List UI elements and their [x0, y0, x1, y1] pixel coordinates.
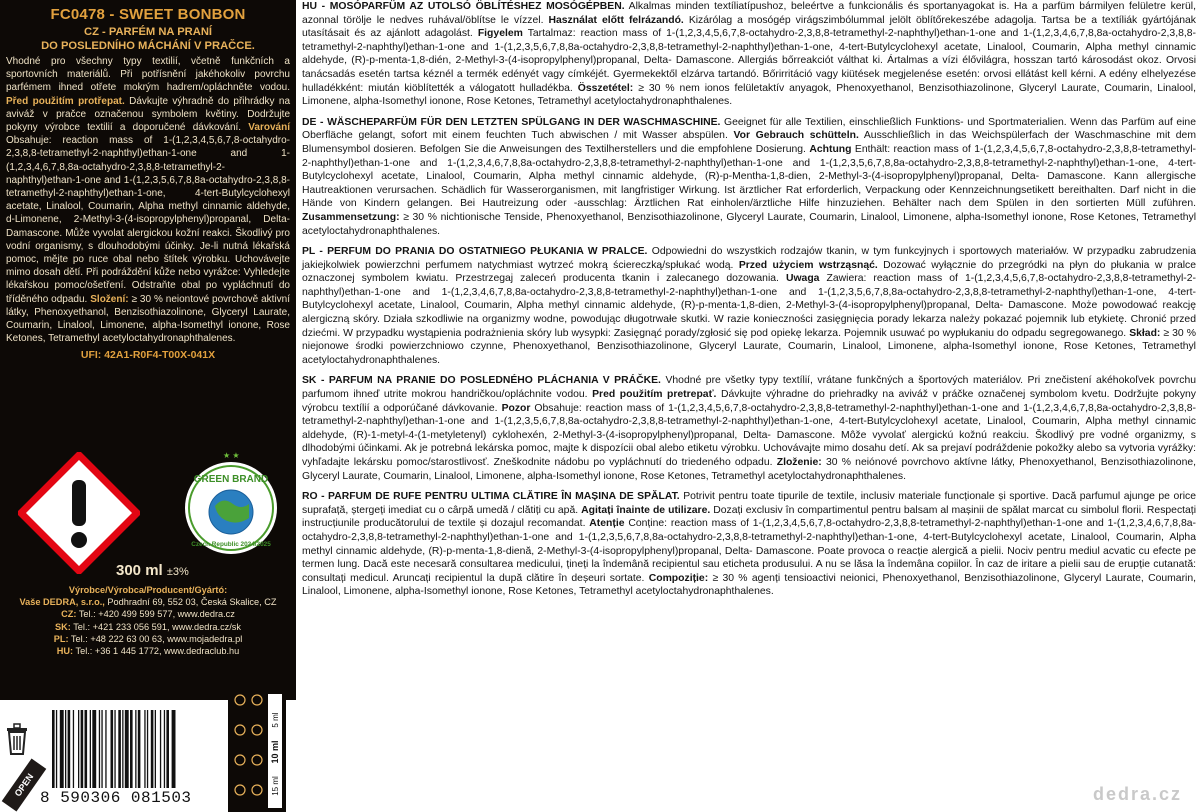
- pl-section: [302, 245, 1196, 367]
- open-label: OPEN: [2, 759, 47, 812]
- hu-heading: HU - MOSÓPARFÜM AZ UTOLSÓ ÖBLÍTÉSHEZ MOSÓGÉPBEN.: [302, 1, 625, 12]
- ghs-exclamation-icon: [18, 452, 140, 574]
- sk-shake-warning: Pred použitím pretrepať.: [592, 389, 717, 401]
- barcode-bar: [85, 710, 88, 788]
- barcode-bar: [111, 710, 114, 788]
- barcode-bar: [73, 710, 74, 788]
- watermark: dedra.cz: [1092, 784, 1182, 804]
- barcode-icon: [48, 708, 224, 790]
- volume: [116, 562, 189, 579]
- sk-composition-label: Zloženie:: [776, 457, 822, 468]
- de-composition-label: Zusammensetzung:: [302, 211, 400, 223]
- cz-instructions: [6, 55, 290, 345]
- ro-heading: RO - PARFUM DE RUFE PENTRU ULTIMA CLĂTIRE ÎN MAȘINA DE SPĂLAT.: [302, 491, 680, 503]
- pl-warning-label: Uwaga: [785, 273, 820, 285]
- green-brand-badge-icon: [175, 448, 287, 560]
- pl-composition-label: Skład:: [1129, 327, 1161, 339]
- barcode-bar: [144, 710, 145, 788]
- barcode-bar: [125, 710, 129, 788]
- barcode-bar: [52, 710, 55, 788]
- barcode-bar: [81, 710, 84, 788]
- sk-heading: SK - PARFUM NA PRANIE DO POSLEDNÉHO PLÁCHANIA V PRÁČKE.: [302, 375, 661, 387]
- cz-text-1: Vhodné pro všechny typy textilií, včetně funkčních a sportovních materiálů. Při potřísnění jakéhokoliv povrchu parfémem ihned otřete mokrým hadrem/opláchněte vodou.: [6, 56, 290, 94]
- pl-text-1: Odpowiedni do wszystkich rodzajów tkanin, w tym funkcyjnych i sportowych materiałów. W przypadku zabrudzenia jakiejkolwiek powierzchni perfumem natychmiast wytrzeć mokrą ściereczką/spłukać wodą.: [302, 246, 1197, 271]
- de-section: [302, 116, 1196, 238]
- measure-5ml: 5 ml: [271, 712, 280, 728]
- de-warning-label: Achtung: [809, 143, 852, 155]
- cz-composition-label: Složení:: [90, 293, 129, 305]
- barcode-bar: [92, 710, 96, 788]
- ro-text-1: Potrivit pentru toate tipurile de textile, inclusiv materiale funcționale și sportive. Dacă parfumul ajunge pe orice suprafață, ștergeți imediat cu o cârpă umedă / clătiți cu apă.: [302, 491, 1196, 516]
- dosing-scale-icon: [228, 690, 286, 812]
- cz-text-2: Dávkujte výhradně do přihrádky na aviváž v pračce označenou symbolem květiny. Dodržujte pokyny výrobce textilií a doporučené dávkování.: [6, 95, 291, 134]
- barcode-bar: [90, 710, 91, 788]
- cz-warning-label: Varování: [248, 122, 290, 134]
- barcode-bar: [138, 710, 141, 788]
- sk-text-4: 30 % neiónové povrchovo aktívne látky, Phenoxyethanol, Benzisothiazolinone, Glyceryl Laurate, Coumarin, Linalool, Limonene, alpha-Isomethyl ionone, Rose Ketones, Tetramethyl acetyloctahydronaphthalenes.: [302, 457, 1197, 482]
- barcode-bar: [99, 710, 100, 788]
- hu-shake-warning: Használat előtt felrázandó.: [548, 14, 684, 26]
- barcode-number: 8 590306 081503: [40, 789, 192, 807]
- de-heading: DE - WÄSCHEPARFÜM FÜR DEN LETZTEN SPÜLGANG IN DER WASCHMASCHINE.: [302, 116, 721, 128]
- barcode-bar: [147, 710, 148, 788]
- volume-tolerance: ±3%: [166, 566, 189, 578]
- barcode-bar: [122, 710, 123, 788]
- sk-section: [302, 374, 1196, 483]
- ro-text-3: Conține: reaction mass of 1-(1,2,3,4,5,6,7,8-octahydro-2,3,8,8-tetramethyl-2-naphthyl)ethan-1-one and 1-(1,2,3,4,6,7,8,8a-octahydro-2,3,8,8-tetramethyl-2-naphthyl)ethan-1-one and 1-(1,2,3,5,6,7,8,8a-octahydro-2,3,8,8-tetramethyl-2-naphthyl)ethan-1-one, 4-tert-Butylcyclohexyl acetate, Linalool, Coumarin, Alpha methyl cinnamic aldehyde, (R)-p-menta-1,8-dienă, 2-Methyl-3-(4-isopropylphenyl)propanal, Delta- Damascone. Poate provoca o reacție alergică a pielii. Nociv pentru mediul acvatic cu efecte pe termen lung. Dacă este necesară consultarea medicului, țineți la îndemână recipientul sau eticheta produsului. A nu se lăsa la îndemâna copiilor. În caz de iritare a pielii sau de erupție cutanată: consultați medicul. Aruncați recipientul la după clătire în deșeuri sortate.: [302, 518, 1196, 584]
- barcode-bar: [151, 710, 154, 788]
- right-panel: [302, 0, 1196, 812]
- ro-composition-label: Compoziție:: [648, 572, 709, 584]
- producer-pl-contact: Tel.: +48 222 63 00 63, www.mojadedra.pl: [70, 633, 243, 644]
- cz-heading-line-2: DO POSLEDNÍHO MÁCHÁNÍ V PRAČCE.: [41, 39, 255, 52]
- producer-cz-label: CZ:: [61, 609, 77, 620]
- hu-warning-label: Figyelem: [477, 28, 523, 40]
- barcode-bar: [65, 710, 66, 788]
- svg-text:★ ★: ★ ★: [223, 451, 240, 460]
- de-text-4: ≥ 30 % nichtionische Tenside, Phenoxyethanol, Benzisothiazolinone, Glyceryl Laurate, Coumarin, Linalool, Limonene, alpha-Isomethyl ionone, Rose Ketones, Tetramethyl acetyloctahydronaphthalenes.: [302, 211, 1196, 237]
- ufi-code: UFI: 42A1-R0F4-T00X-041X: [80, 349, 216, 362]
- sk-warning-label: Pozor: [501, 402, 531, 414]
- pl-text-4: ≥ 30 % niejonowe środki powierzchniowo czynne, Phenoxyethanol, Benzisothiazolinone, Glyceryl Laurate, Coumarin, Linalool, Limonene, alpha-Isomethyl ionone, Rose Ketones, Tetramethyl acetyloctahydronaphthalenes.: [302, 327, 1196, 366]
- badge-title: GREEN BRAND: [193, 474, 269, 485]
- hu-text-3: Tartalmaz: reaction mass of 1-(1,2,3,4,5,6,7,8-octahydro-2,3,8,8-tetramethyl-2-naphthyl)ethan-1-one and 1-(1,2,3,4,6,7,8,8a-octahydro-2,3,8,8-tetramethyl-2-naphthyl)ethan-1-one and 1-(1,2,3,5,6,7,8,8a-octahydro-2,3,8,8-tetramethyl-2-naphthyl)ethan-1-one, 4-tert-Butylcyclohexyl acetate, Linalool, Coumarin, Alpha methyl cinnamic aldehyde, (R)-p-menta-1,8-dién, 2-Methyl-3-(4-isopropylphenyl)propanal, Delta- Damascone. Allergiás bőrreakciót válthat ki. Ártalmas a vízi élővilágra, hosszan tartó károsodást okoz. Orvosi tanácsadás esetén tartsa kéznél a termék edényét vagy címkéjét. Gyermekektől elzárva tartandó. Bőrirritáció vagy kiütések megjelenése esetén: orvosi ellátást kell kérni. A edény elhelyezése hulladékként: miután kiöblítették a válogatott hulladékba.: [302, 28, 1196, 94]
- barcode-bar: [105, 710, 106, 788]
- barcode-bar: [135, 710, 136, 788]
- volume-value: 300 ml: [116, 562, 163, 579]
- barcode-bar: [114, 710, 115, 788]
- cz-text-4: ≥ 30 % neiontové povrchově aktivní látky, Phenoxyethanol, Benzisothiazolinone, Glyceryl Laurate, Coumarin, Linalool, Limonene, alpha-Isomethyl ionone, Rose Ketones, Tetramethyl acetyloctahydronaphthalenes.: [6, 293, 291, 345]
- barcode-bar: [130, 710, 133, 788]
- producer-company: Vaše DEDRA, s.r.o.,: [19, 597, 105, 608]
- barcode-bar: [101, 710, 102, 788]
- ro-warning-label: Atenție: [589, 518, 625, 530]
- de-text-1: Geeignet für alle Textilien, einschließlich Funktions- und Sportmaterialien. Wenn das Parfüm auf eine Oberfläche gelangt, sofort mit einem feuchten Tuch abwischen / mit Wasser abspülen.: [302, 116, 1196, 142]
- product-title: FC0478 - SWEET BONBON: [50, 6, 246, 23]
- barcode-bar: [60, 710, 64, 788]
- cz-heading-line-1: CZ - PARFÉM NA PRANÍ: [83, 26, 213, 38]
- producer-info: [4, 584, 292, 657]
- hu-composition-label: Összetétel:: [577, 82, 634, 94]
- producer-heading: Výrobce/Výrobca/Producent/Gyártó:: [68, 585, 228, 595]
- measure-15ml: 15 ml: [271, 776, 280, 796]
- sk-text-1: Vhodné pre všetky typy textílií, vrátane funkčných a športových materiálov. Pri znečistení akéhokoľvek povrchu parfumom ihneď utrite mokrou handričkou/opláchnite vodou.: [302, 375, 1197, 401]
- pl-text-2: Dozować wyłącznie do przegródki na płyn do płukania w pralce oznaczonej symbolem kwiatu. Przestrzegaj zaleceń producenta tkanin i zalecanego dozowania.: [302, 259, 1197, 285]
- measure-10ml: 10 ml: [270, 740, 280, 764]
- barcode-bar: [78, 710, 79, 788]
- badge-subtitle: Czech Republic 2024/2025: [191, 541, 271, 548]
- barcode-bar: [56, 710, 57, 788]
- hu-section: [302, 0, 1196, 109]
- barcode-bar: [155, 710, 156, 788]
- sk-text-2: Dávkujte výhradne do priehradky na aviváž v práčke označenej symbolom kvetu. Dodržujte pokyny výrobcu textílií a odporúčané dávkovanie.: [302, 389, 1196, 414]
- waste-bin-icon: [4, 722, 30, 756]
- de-text-2: Ausschließlich in das Weichspülerfach der Waschmaschine mit dem Blumensymbol dosieren. Befolgen Sie die Anweisungen des Textilherstellers und die empfohlene Dosierung.: [302, 130, 1196, 155]
- barcode-bar: [68, 710, 71, 788]
- ro-shake-warning: Agitați înainte de utilizare.: [581, 504, 711, 516]
- de-shake-warning: Vor Gebrauch schütteln.: [733, 130, 859, 142]
- barcode-bar: [172, 710, 176, 788]
- pl-heading: PL - PERFUM DO PRANIA DO OSTATNIEGO PŁUKANIA W PRALCE.: [302, 246, 648, 258]
- ro-section: [302, 490, 1196, 599]
- cz-text-3: Obsahuje: reaction mass of 1-(1,2,3,4,5,6,7,8-octahydro-2,3,8,8-tetramethyl-2-naphthyl)ethan-1-one and 1-(1,2,3,4,6,7,8,8a-octahydro-2,3,8,8-tetramethyl-2-naphthyl)ethan-1-one and 1-(1,2,3,5,6,7,8,8a-octahydro-2,3,8,8-tetramethyl-2-naphthyl)ethan-1-one, 4-tert-Butylcyclohexyl acetate, Linalool, Coumarin, Alpha methyl cinnamic aldehyde, d-Limonene, 2-Methyl-3-(4-isopropylphenyl)propanal, Delta- Damascone. Může vyvolat alergickou kožní reakci. Škodlivý pro vodní organismy, s dlouhodobými účinky. Je-li nutná lékařská pomoc, mějte po ruce obal nebo štítek výrobku. Uchovávejte mimo dosah dětí. Při podráždění kůže nebo vyrážce: Vyhledejte lékařskou pomoc/ošetření. Odstraňte obal po vypláchnutí do tříděného odpadu.: [6, 135, 290, 305]
- hu-text-1: Alkalmas minden textíliatípushoz, beleértve a funkcionális és sportanyagokat is. Ha a parfüm bármilyen felületre kerül, azonnal törölje le nedves ruhával/öblítse le vízzel.: [302, 1, 1196, 26]
- producer-cz-contact: Tel.: +420 499 599 577, www.dedra.cz: [78, 609, 235, 620]
- pl-text-3: Zawiera: reaction mass of 1-(1,2,3,4,5,6,7,8-octahydro-2,3,8,8-tetramethyl-2-naphthyl)ethan-1-one and 1-(1,2,3,4,6,7,8,8a-octahydro-2,3,8,8-tetramethyl-2-naphthyl)ethan-1-one and 1-(1,2,3,5,6,7,8,8a-octahydro-2,3,8,8-tetramethyl-2-naphthyl)ethan-1-one, 4-tert-Butylcyclohexyl acetate, Linalool, Coumarin, Alpha methyl cinnamic aldehyde, (R)-p-menta-1,8-dien, 2-Methyl-3-(4-isopropylphenyl)propanal, Delta- Damascone. Może powodować reakcję alergiczną skóry. Działa szkodliwie na organizmy wodne, powodując długotrwałe skutki. W razie konieczności zasięgnięcia porady lekarza należy pokazać pojemnik lub etykietę. Chronić przed dziećmi. W przypadku wystąpienia podrażnienia skóry lub wysypki: Zasięgnąć porady/zgłosić się pod opiekę lekarza. Pojemnik usuwać po wypłukaniu do odpadu segregowanego.: [302, 273, 1196, 339]
- producer-hu-contact: Tel.: +36 1 445 1772, www.dedraclub.hu: [75, 646, 240, 657]
- hu-text-2: Kizárólag a mosógép virágszimbólummal jelölt öblítőrekeszébe adagolja. Tartsa be a textíliák gyártójának utasításait és az ajánlott adagolást.: [302, 14, 1196, 40]
- ro-text-4: ≥ 30 % agenți tensioactivi neionici, Phenoxyethanol, Benzisothiazolinone, Glyceryl Laurate, Coumarin, Linalool, Limonene, alpha-Isomethyl ionone, Rose Ketones, Tetramethyl acetyloctahydronaphthalenes.: [302, 572, 1197, 598]
- producer-pl-label: PL:: [53, 633, 69, 644]
- producer-sk-contact: Tel.: +421 233 056 591, www.dedra.cz/sk: [73, 621, 241, 632]
- barcode-bar: [166, 710, 169, 788]
- barcode-bar: [164, 710, 165, 788]
- producer-address: Podhradní 69, 552 03, Česká Skalice, CZ: [107, 597, 277, 608]
- cz-shake-warning: Před použitím protřepat.: [6, 95, 125, 107]
- ro-text-2: Dozați exclusiv în compartimentul pentru balsam al mașinii de spălat marcat cu simbolul florii. Respectați instrucțiunile producătorului de textile și dozajul recomandat.: [302, 504, 1197, 530]
- barcode-bar: [118, 710, 121, 788]
- producer-hu-label: HU:: [56, 646, 74, 657]
- producer-sk-label: SK:: [55, 621, 71, 632]
- pl-shake-warning: Przed użyciem wstrząsnąć.: [738, 259, 878, 271]
- barcode-bar: [160, 710, 161, 788]
- de-text-3: Enthält: reaction mass of 1-(1,2,3,4,5,6,7,8-octahydro-2,3,8,8-tetramethyl-2-naphthyl)ethan-1-one and 1-(1,2,3,4,6,7,8,8a-octahydro-2,3,8,8-tetramethyl-2-naphthyl)ethan-1-one and 1-(1,2,3,5,6,7,8,8a-octahydro-2,3,8,8-tetramethyl-2-naphthyl)ethan-1-one, 4-tert-Butylcyclohexyl acetate, Linalool, Coumarin, Alpha methyl cinnamic aldehyde, (R)-p-Mentha-1,8-dien, 2-Methyl-3-(4-isopropylphenyl)propanal, Delta- Damascone. Kann allergische Hautreaktionen verursachen. Schädlich für Wasserorganismen, mit langfristiger Wirkung. Ist ärztlicher Rat erforderlich, Verpackung oder Kennzeichnungsetikett bereithalten. Darf nicht in die Hände von Kindern gelangen. Bei Hautreizung oder -ausschlag: Ärztlichen Rat einholen/ärztliche Hilfe hinzuziehen. Behälter nach dem Spülen in den sortierten Müll zuführen.: [302, 143, 1196, 210]
- hu-text-4: ≥ 30 % nem ionos felületaktív anyagok, Phenoxyethanol, Benzisothiazolinone, Glyceryl Laurate, Coumarin, Linalool, Limonene, alpha-Isomethyl ionone, Rose Ketones, Tetramethyl acetyloctahydronaphthalenes.: [302, 82, 1196, 108]
- sk-text-3: Obsahuje: reaction mass of 1-(1,2,3,4,5,6,7,8-octahydro-2,3,8,8-tetramethyl-2-naphthyl)ethan-1-one and 1-(1,2,3,4,6,7,8,8a-octahydro-2,3,8,8-tetramethyl-2-naphthyl)ethan-1-one and 1-(1,2,3,5,6,7,8,8a-octahydro-2,3,8,8-tetramethyl-2-naphthyl)ethan-1-one, 4-tert-Butylcyclohexyl acetate, Linalool, Coumarin, Alpha methyl cinnamic aldehyde, (R)-1-metyl-4-(1-metyletenyl) cyklohexén, 2-Methyl-3-(4-isopropylphenyl)propanal, Delta- Damascone. Môže vyvolať alergickú kožnú reakciu. Škodlivý pre vodné organizmy, s dlhodobými účinkami. Ak je potrebná lekárska pomoc, majte k dispozícii obal alebo etiketu výrobku. Uchovávajte mimo dosahu detí. Ak sa prejaví podráždenie pokožky alebo sa vytvoria vyrážky: vyhľadajte lekársku pomoc/starostlivosť. Zneškodnite nádobu po vypláchnutí do triedeného odpadu.: [302, 402, 1196, 468]
